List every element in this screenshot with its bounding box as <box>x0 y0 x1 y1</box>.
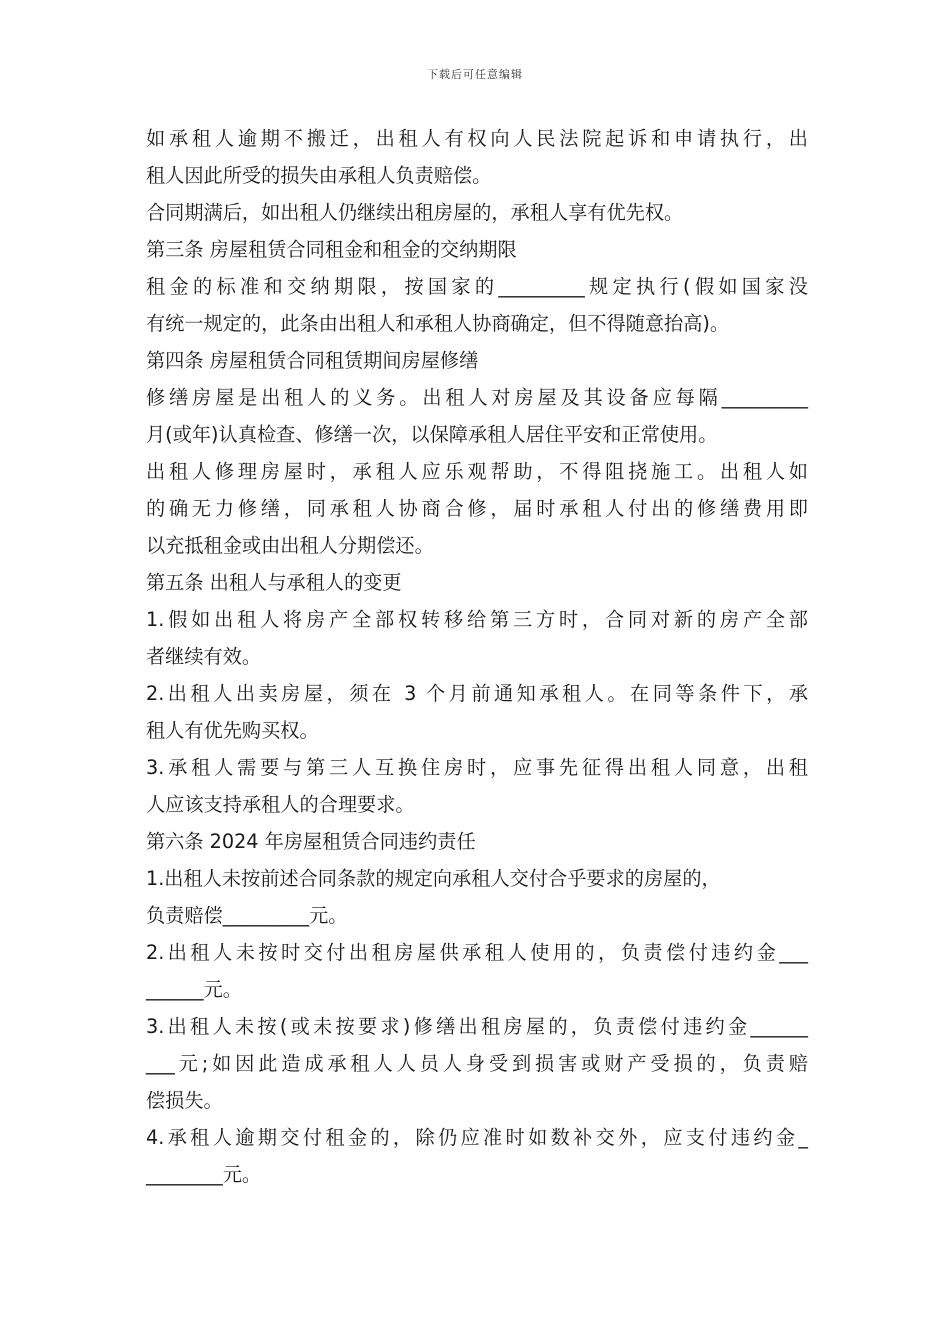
text-line: 租人因此所受的损失由承租人负责赔偿。 <box>146 164 492 187</box>
text-line: 第五条 出租人与承租人的变更 <box>146 571 402 594</box>
text-line: 租人有优先购买权。 <box>146 719 319 742</box>
text-line: 3.出租人未按(或未按要求)修缮出租房屋的，负责偿付违约金______ <box>146 1015 808 1038</box>
text-line: 4.承租人逾期交付租金的，除仍应准时如数补交外，应支付违约金_ <box>146 1126 808 1149</box>
text-line: 负责赔偿_________元。 <box>146 904 348 927</box>
page-header: 下载后可任意编辑 <box>427 68 523 81</box>
text-line: 1.出租人未按前述合同条款的规定向承租人交付合乎要求的房屋的， <box>146 867 721 890</box>
text-line: 第四条 房屋租赁合同租赁期间房屋修缮 <box>146 349 479 372</box>
text-line: 如承租人逾期不搬迁，出租人有权向人民法院起诉和申请执行，出 <box>146 127 808 150</box>
text-line: ___元;如因此造成承租人人员人身受到损害或财产受损的，负责赔 <box>146 1052 808 1075</box>
text-line: 的确无力修缮，同承租人协商合修，届时承租人付出的修缮费用即 <box>146 497 808 520</box>
text-line: 2.出租人未按时交付出租房屋供承租人使用的，负责偿付违约金___ <box>146 941 808 964</box>
text-line: 有统一规定的，此条由出租人和承租人协商确定，但不得随意抬高)。 <box>146 312 730 335</box>
text-line: 合同期满后，如出租人仍继续出租房屋的，承租人享有优先权。 <box>146 201 684 224</box>
text-line: 租金的标准和交纳期限，按国家的_________规定执行(假如国家没 <box>146 275 808 298</box>
text-line: 以充抵租金或由出租人分期偿还。 <box>146 534 434 557</box>
text-line: ________元。 <box>146 1163 262 1186</box>
text-line: 第三条 房屋租赁合同租金和租金的交纳期限 <box>146 238 517 261</box>
text-line: 者继续有效。 <box>146 645 262 668</box>
text-line: 修缮房屋是出租人的义务。出租人对房屋及其设备应每隔_________ <box>146 386 808 409</box>
text-line: 偿损失。 <box>146 1089 223 1112</box>
text-line: 3.承租人需要与第三人互换住房时，应事先征得出租人同意，出租 <box>146 756 808 779</box>
text-line: ______元。 <box>146 978 242 1001</box>
text-line: 出租人修理房屋时，承租人应乐观帮助，不得阻挠施工。出租人如 <box>146 460 808 483</box>
text-line: 月(或年)认真检查、修缮一次，以保障承租人居住平安和正常使用。 <box>146 423 718 446</box>
text-line: 人应该支持承租人的合理要求。 <box>146 793 415 816</box>
text-line: 2.出租人出卖房屋，须在 3 个月前通知承租人。在同等条件下，承 <box>146 682 808 705</box>
text-line: 1.假如出租人将房产全部权转移给第三方时，合同对新的房产全部 <box>146 608 808 631</box>
text-line: 第六条 2024 年房屋租赁合同违约责任 <box>146 830 476 853</box>
document-body <box>146 120 808 1193</box>
